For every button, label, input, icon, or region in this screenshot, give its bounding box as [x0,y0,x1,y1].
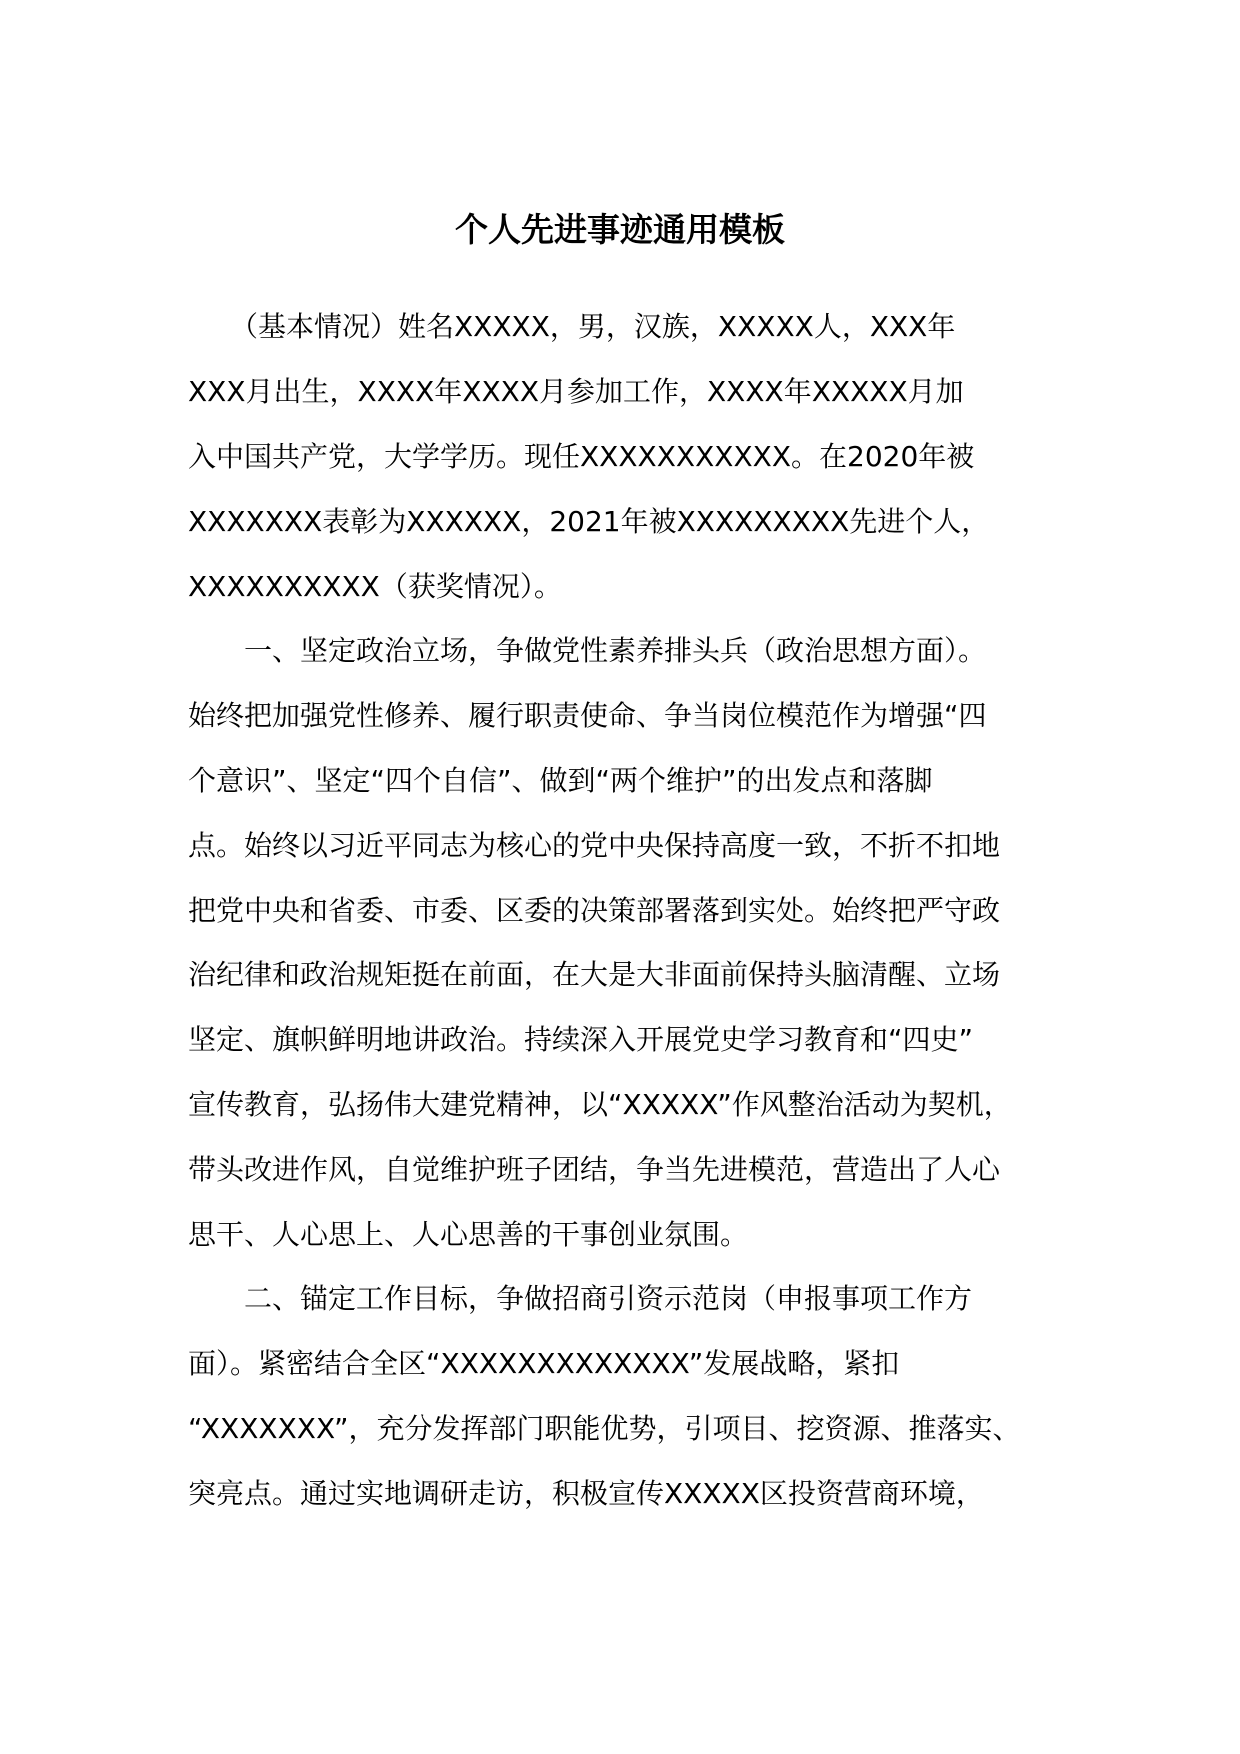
body-line: 一、坚定政治立场，争做党性素养排头兵（政治思想方面）。 [188,634,987,667]
body-line: 点。始终以习近平同志为核心的党中央保持高度一致，不折不扣地 [188,829,1001,862]
body-line: XXXXXXXXXX（获奖情况）。 [188,570,562,603]
document-title: 个人先进事迹通用模板 [455,210,785,249]
body-line: 始终把加强党性修养、履行职责使命、争当岗位模范作为增强“四 [188,699,987,732]
body-line: 带头改进作风，自觉维护班子团结，争当先进模范，营造出了人心 [188,1153,1001,1186]
body-line: XXXXXXX表彰为XXXXXX，2021年被XXXXXXXXX先进个人， [188,505,990,538]
body-line: 坚定、旗帜鲜明地讲政治。持续深入开展党史学习教育和“四史” [188,1023,974,1056]
body-line: 二、锚定工作目标，争做招商引资示范岗（申报事项工作方 [188,1282,973,1315]
body-line: 突亮点。通过实地调研走访，积极宣传XXXXX区投资营商环境， [188,1477,984,1510]
body-line: （基本情况）姓名XXXXX，男，汉族，XXXXX人，XXX年 [188,310,956,343]
body-line: 治纪律和政治规矩挺在前面，在大是大非面前保持头脑清醒、立场 [188,958,1001,991]
body-line: “XXXXXXX”，充分发挥部门职能优势，引项目、挖资源、推落实、 [188,1412,1021,1445]
body-line: 面）。紧密结合全区“XXXXXXXXXXXXX”发展战略，紧扣 [188,1347,900,1380]
body-line: XXX月出生，XXXX年XXXX月参加工作，XXXX年XXXXX月加 [188,375,964,408]
body-line: 思干、人心思上、人心思善的干事创业氛围。 [188,1218,749,1251]
body-line: 宣传教育，弘扬伟大建党精神，以“XXXXX”作风整治活动为契机， [188,1088,1012,1121]
body-line: 把党中央和省委、市委、区委的决策部署落到实处。始终把严守政 [188,894,1001,927]
body-line: 个意识”、坚定“四个自信”、做到“两个维护”的出发点和落脚 [188,764,933,797]
body-line: 入中国共产党，大学学历。现任XXXXXXXXXXX。在2020年被 [188,440,975,473]
